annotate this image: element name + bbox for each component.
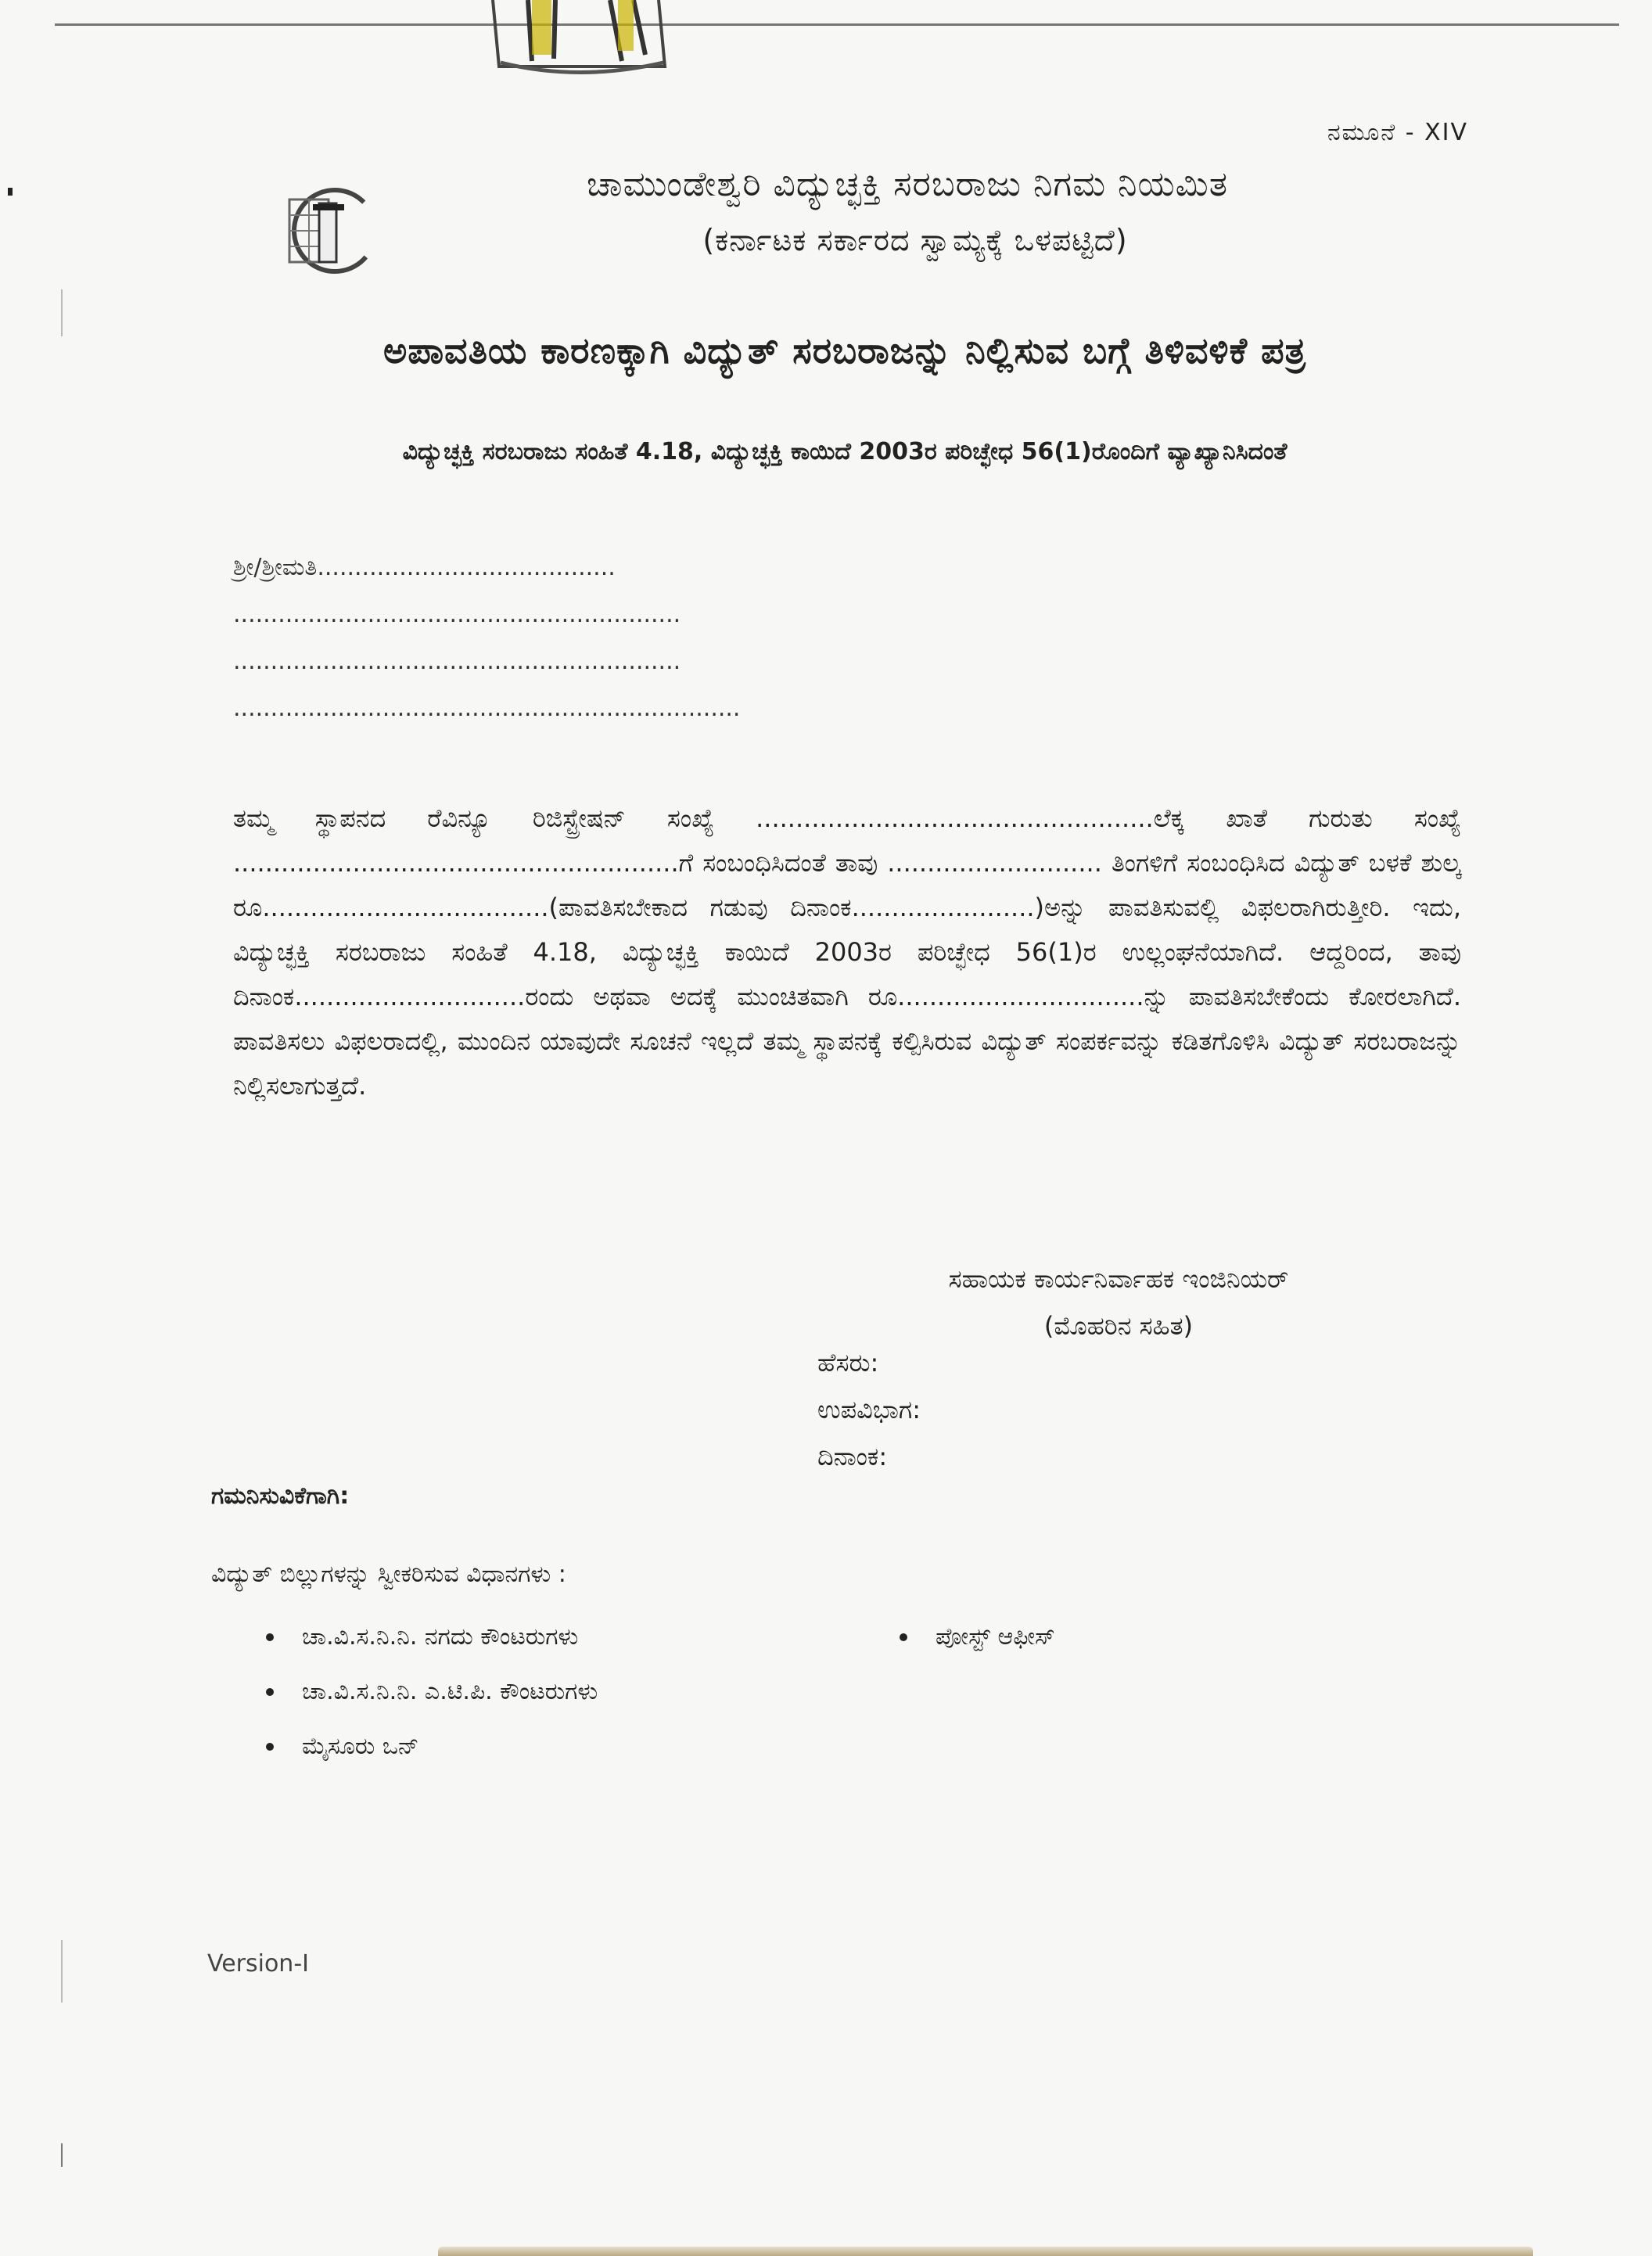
payment-methods-list [900, 1610, 1055, 1665]
payment-methods-heading: ವಿದ್ಯುತ್ ಬಿಲ್ಲುಗಳನ್ನು ಸ್ವೀಕರಿಸುವ ವಿಧಾನಗಳು : [211, 1561, 566, 1588]
scan-mark [61, 2143, 63, 2167]
notice-title: ಅಪಾವತಿಯ ಕಾರಣಕ್ಕಾಗಿ ವಿದ್ಯುತ್ ಸರಬರಾಜನ್ನು ನಿಲ್ಲಿಸುವ ಬಗ್ಗೆ ತಿಳಿವಳಿಕೆ ಪತ್ರ [383, 329, 1306, 372]
list-item: ಚಾ.ವಿ.ಸ.ನಿ.ನಿ. ನಗದು ಕೌಂಟರುಗಳು [266, 1610, 598, 1665]
list-item: ಪೋಸ್ಟ್ ಆಫೀಸ್ [900, 1610, 1055, 1665]
signature-block [845, 1256, 1392, 1349]
bullet-icon [900, 1633, 907, 1641]
seal-note: (ಮೊಹರಿನ ಸಹಿತ) [1043, 1311, 1194, 1341]
address-line: ............................................................ [233, 601, 681, 628]
government-ownership-note: (ಕರ್ನಾಟಕ ಸರ್ಕಾರದ ಸ್ವಾಮ್ಯಕ್ಕೆ ಒಳಪಟ್ಟಿದೆ) [702, 223, 1128, 257]
company-logo-icon [274, 184, 383, 278]
scan-bottom-edge [438, 2247, 1533, 2256]
company-name: ಚಾಮುಂಡೇಶ್ವರಿ ವಿದ್ಯುಚ್ಛಕ್ತಿ ಸರಬರಾಜು ನಿಗಮ ನಿಯಮಿತ [586, 164, 1229, 204]
scan-mark [61, 289, 63, 336]
scan-mark [8, 188, 13, 196]
notice-subtitle: ವಿದ್ಯುಚ್ಛಕ್ತಿ ಸರಬರಾಜು ಸಂಹಿತೆ 4.18, ವಿದ್ಯುಚ್ಛಕ್ತಿ ಕಾಯಿದೆ 2003ರ ಪರಿಚ್ಛೇಧ 56(1)ರೊಂದಿಗೆ ವ್ಯಾಖ್ಯಾನಿಸಿದಂತೆ [402, 438, 1287, 465]
signatory-designation: ಸಹಾಯಕ ಕಾರ್ಯನಿರ್ವಾಹಕ ಇಂಜಿನಿಯರ್ [948, 1264, 1289, 1294]
notes-heading: ಗಮನಿಸುವಿಕೆಗಾಗಿ: [211, 1482, 350, 1510]
version-label: Version-I [207, 1950, 309, 1978]
bullet-icon [266, 1743, 274, 1751]
bullet-icon [266, 1688, 274, 1696]
scan-edge-line [55, 23, 1619, 26]
list-item: ಮೈಸೂರು ಒನ್ [266, 1719, 598, 1774]
bullet-icon [266, 1633, 274, 1641]
signature-fields [817, 1339, 921, 1480]
payment-methods-list [266, 1610, 598, 1774]
date-label: ದಿನಾಂಕ: [817, 1442, 888, 1471]
scan-mark [61, 1940, 63, 2003]
name-label: ಹೆಸರು: [817, 1348, 879, 1378]
form-number: ನಮೂನೆ - XIV [1327, 119, 1468, 146]
subdivision-label: ಉಪವಿಭಾಗ: [817, 1395, 921, 1424]
recipient-salutation: ಶ್ರೀ/ಶ್ರೀಮತಿ........................................ [233, 554, 616, 581]
address-line: ............................................................ [233, 648, 681, 675]
list-item: ಚಾ.ವಿ.ಸ.ನಿ.ನಿ. ಎ.ಟಿ.ಪಿ. ಕೌಂಟರುಗಳು [266, 1665, 598, 1719]
recipient-address-block [233, 554, 740, 742]
notice-body: ತಮ್ಮ ಸ್ಥಾಪನದ ರೆವಿನ್ಯೂ ರಿಜಿಸ್ಟ್ರೇಷನ್ ಸಂಖ್ಯೆ ..................................................ಲೆಕ್ಕ ಖಾತೆ ಗುರುತು ಸಂಖ್ಯೆ ........................................................ಗೆ ಸಂಬಂಧಿಸಿದಂತೆ ತಾವು ........................... ತಿಂಗಳಿಗೆ ಸಂಬಂಧಿಸಿದ ವಿದ್ಯುತ್ ಬಳಕೆ ಶುಲ್ಕ ರೂ....................................(ಪಾವತಿಸಬೇಕಾದ ಗಡುವು ದಿನಾಂಕ.......................)ಅನ್ನು ಪಾವತಿಸುವಲ್ಲಿ ವಿಫಲರಾಗಿರುತ್ತೀರಿ. ಇದು, ವಿದ್ಯುಚ್ಛಕ್ತಿ ಸರಬರಾಜು ಸಂಹಿತೆ 4.18, ವಿದ್ಯುಚ್ಛಕ್ತಿ ಕಾಯಿದೆ 2003ರ ಪರಿಚ್ಛೇಧ 56(1)ರ ಉಲ್ಲಂಘನೆಯಾಗಿದೆ. ಆದ್ದರಿಂದ, ತಾವು ದಿನಾಂಕ.............................ರಂದು ಅಥವಾ ಅದಕ್ಕೆ ಮುಂಚಿತವಾಗಿ ರೂ...............................ನ್ನು ಪಾವತಿಸಬೇಕೆಂದು ಕೋರಲಾಗಿದೆ. ಪಾವತಿಸಲು ವಿಫಲರಾದಲ್ಲಿ, ಮುಂದಿನ ಯಾವುದೇ ಸೂಚನೆ ಇಲ್ಲದೆ ತಮ್ಮ ಸ್ಥಾಪನಕ್ಕೆ ಕಲ್ಪಿಸಿರುವ ವಿದ್ಯುತ್ ಸಂಪರ್ಕವನ್ನು ಕಡಿತಗೊಳಿಸಿ ವಿದ್ಯುತ್ ಸರಬರಾಜನ್ನು ನಿಲ್ಲಿಸಲಾಗುತ್ತದೆ. [233, 803, 1461, 1101]
address-line: .................................................................... [233, 695, 741, 722]
binder-clip-graphic [485, 0, 673, 82]
